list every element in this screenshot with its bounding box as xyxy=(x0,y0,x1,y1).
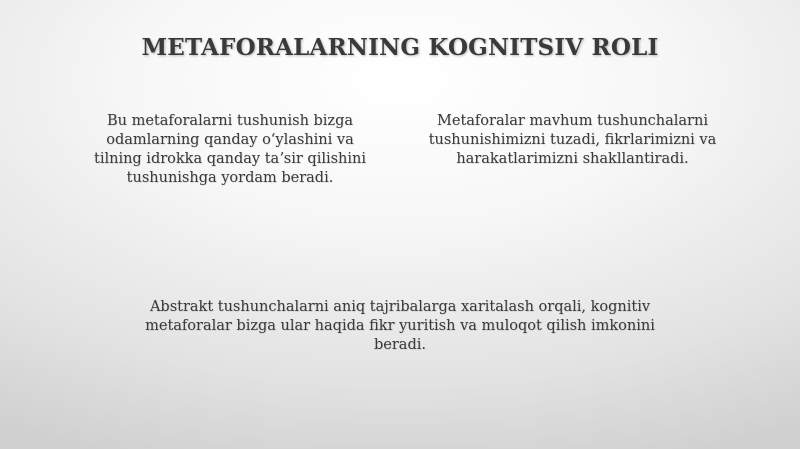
text-block-right: Metaforalar mavhum tushunchalarni tushunishimizni tuzadi, fikrlarimizni va harakatlarimizni shakllantiradi. xyxy=(428,113,717,167)
text-block-bottom: Abstrakt tushunchalarni aniq tajribalarga xaritalash orqali, kognitiv metaforalar bizga ular haqida fikr yuritish va muloqot qilish imkonini beradi. xyxy=(145,299,655,353)
text-block-left: Bu metaforalarni tushunish bizga odamlarning qanday oʻylashini va tilning idrokka qanday taʼsir qilishini tushunishga yordam beradi. xyxy=(94,113,366,186)
slide-title: METAFORALARNING KOGNITSIV ROLI xyxy=(141,34,659,61)
